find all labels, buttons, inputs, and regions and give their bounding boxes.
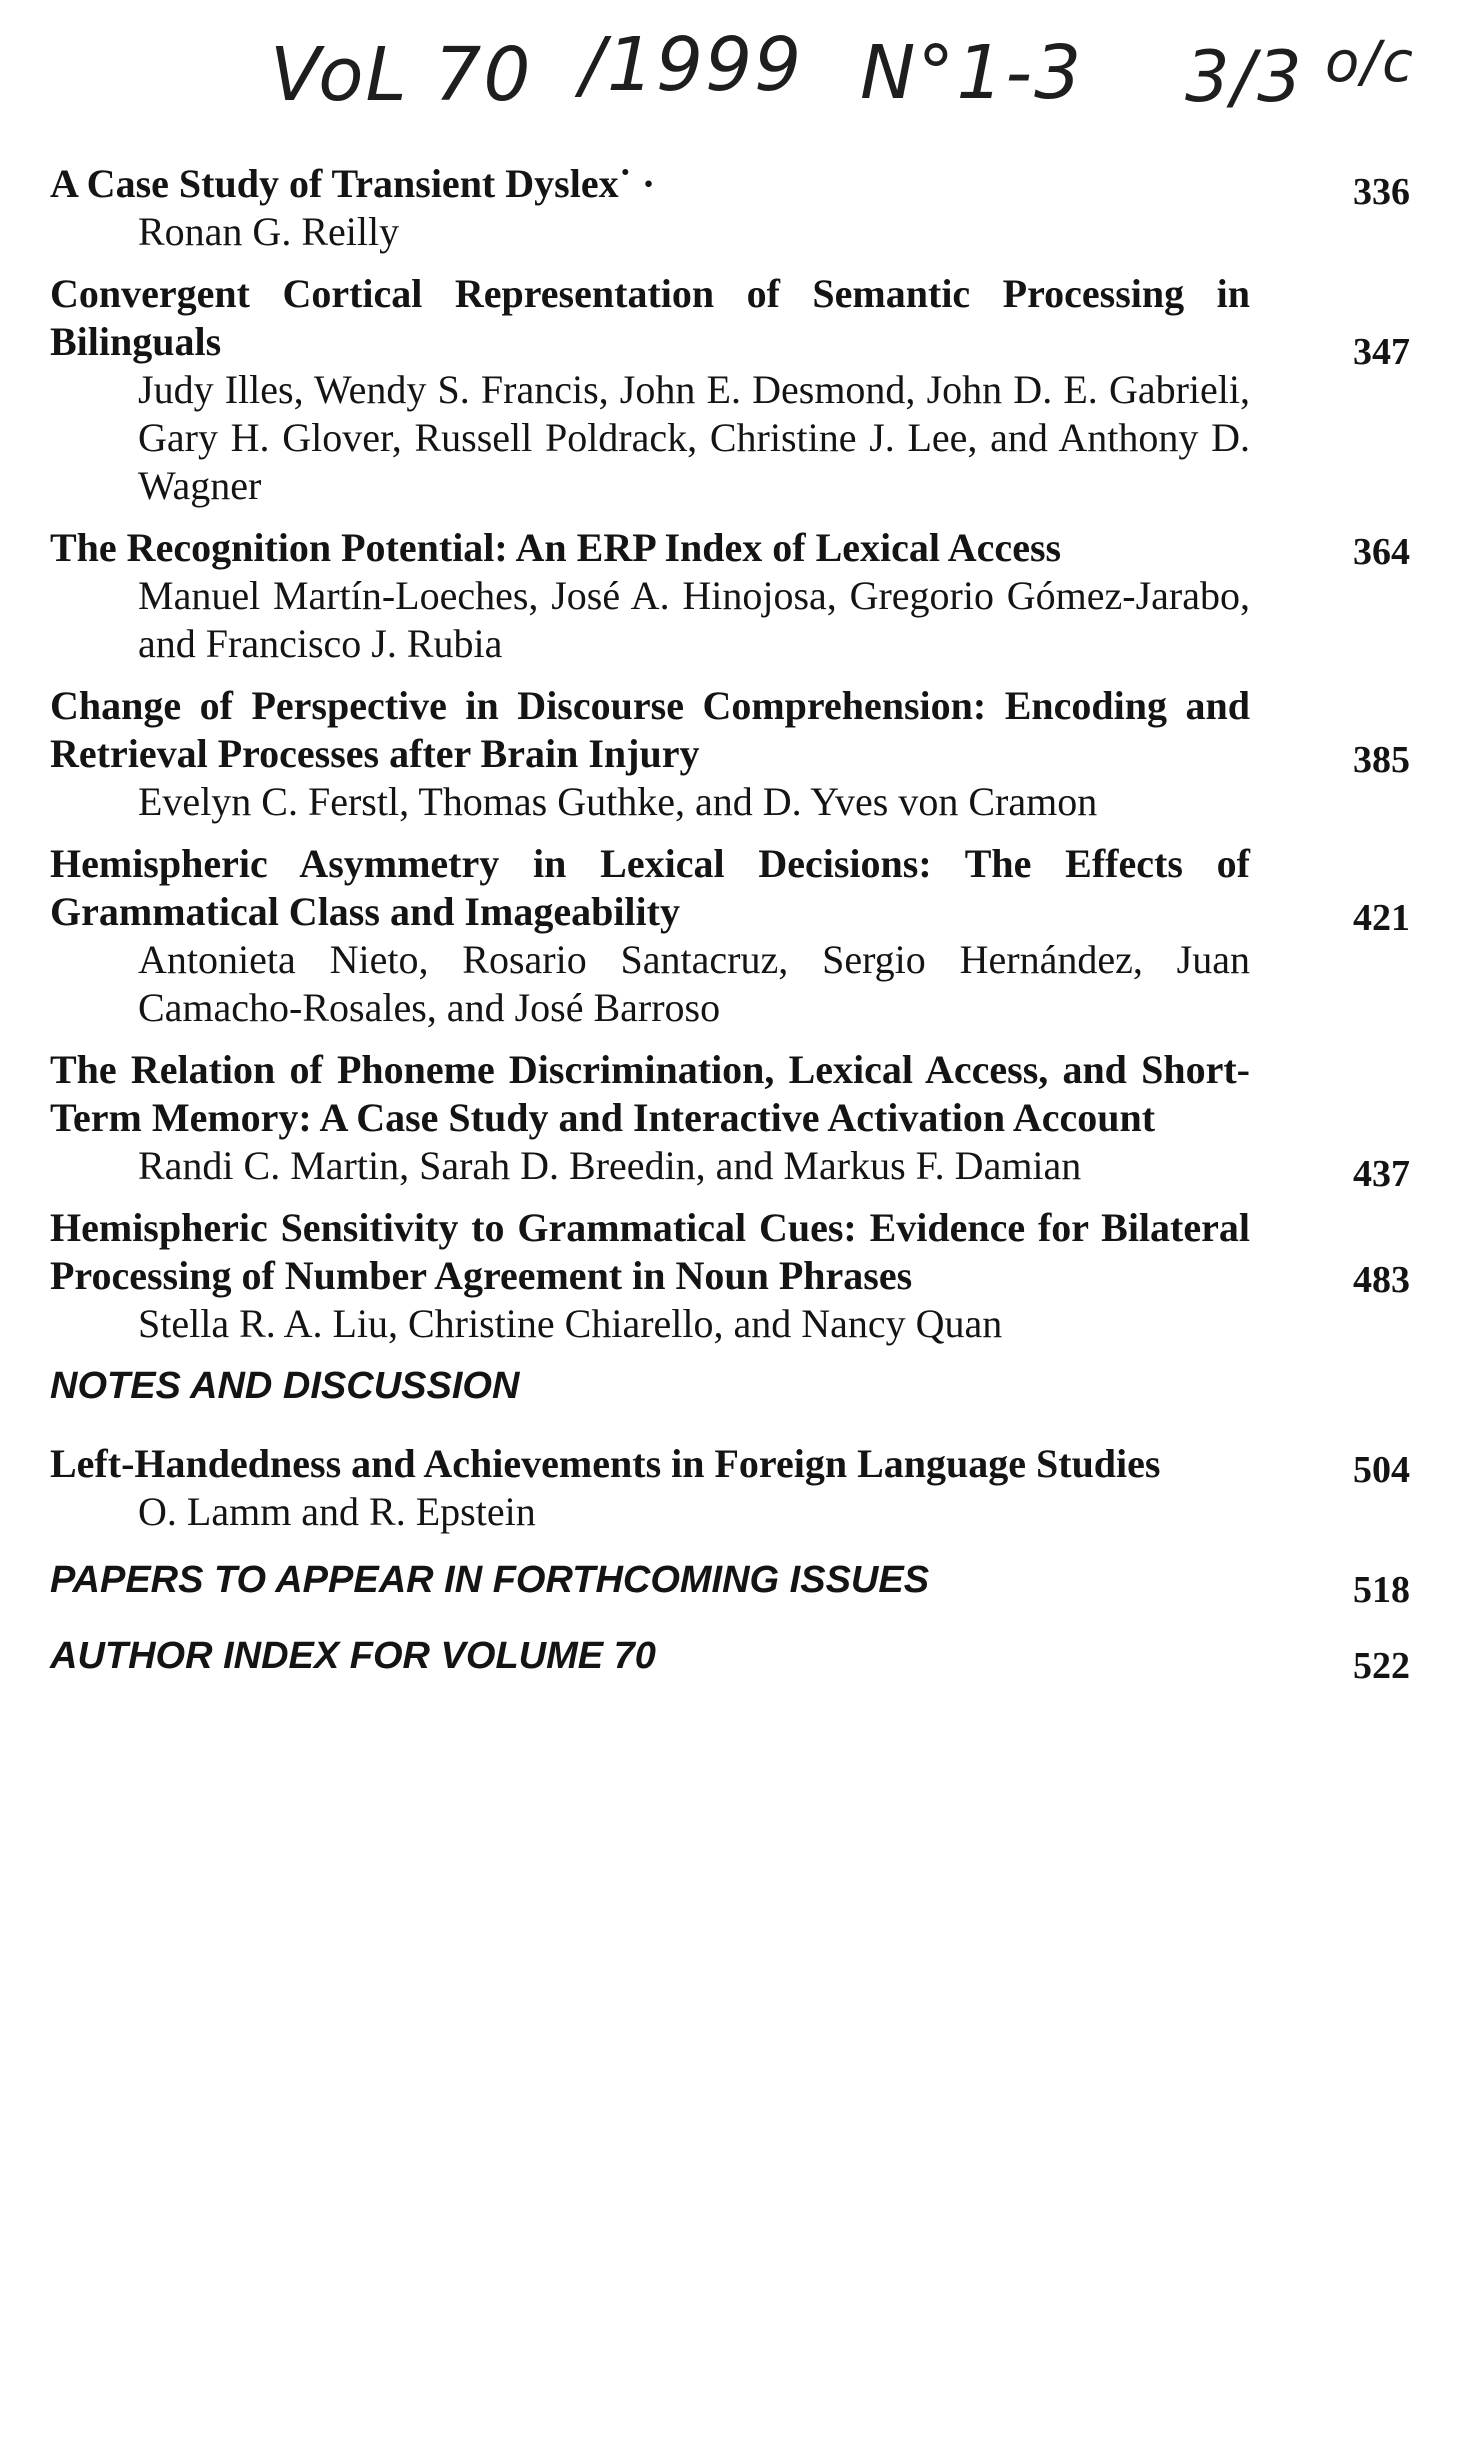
handwritten-ok: o/c <box>1325 30 1415 95</box>
article-authors: Judy Illes, Wendy S. Francis, John E. Desmond, John D. E. Gabrieli, Gary H. Glover, Russell Poldrack, Christine J. Lee, and Anthony D. Wagner <box>138 367 1250 508</box>
page-number: 437 <box>1353 1153 1410 1195</box>
article-title: Hemispheric Asymmetry in Lexical Decisions: The Effects of Grammatical Class and Imageability <box>50 841 1250 934</box>
toc-entry[interactable] <box>50 1440 1410 1536</box>
article-title: The Recognition Potential: An ERP Index of Lexical Access <box>50 525 1062 570</box>
article-title: Hemispheric Sensitivity to Grammatical Cues: Evidence for Bilateral Processing of Number Agreement in Noun Phrases <box>50 1205 1250 1298</box>
article-authors: Manuel Martín-Loeches, José A. Hinojosa, Gregorio Gómez-Jarabo, and Francisco J. Rubia <box>138 573 1250 666</box>
page-number: 518 <box>1353 1569 1410 1611</box>
article-authors: O. Lamm and R. Epstein <box>138 1489 536 1534</box>
toc-entry[interactable] <box>50 682 1410 826</box>
article-title: Change of Perspective in Discourse Comprehension: Encoding and Retrieval Processes after Brain Injury <box>50 683 1250 776</box>
section-heading-author-index[interactable] <box>50 1632 1410 1687</box>
toc-entry[interactable] <box>50 840 1410 1032</box>
toc-entry[interactable] <box>50 270 1410 510</box>
author-index-label: AUTHOR INDEX FOR VOLUME 70 <box>50 1635 656 1677</box>
page-number: 483 <box>1353 1259 1410 1301</box>
article-authors: Ronan G. Reilly <box>138 209 400 254</box>
toc-entry[interactable] <box>50 1204 1410 1348</box>
handwritten-year: /1999 <box>580 22 804 108</box>
article-authors: Evelyn C. Ferstl, Thomas Guthke, and D. Yves von Cramon <box>138 779 1098 824</box>
page-number: 347 <box>1353 331 1410 373</box>
section-heading-notes: NOTES AND DISCUSSION <box>50 1365 520 1407</box>
toc-entry[interactable] <box>50 524 1410 668</box>
page-number: 336 <box>1353 171 1410 213</box>
article-title: Left-Handedness and Achievements in Foreign Language Studies <box>50 1441 1161 1486</box>
handwritten-volume: VoL 70 <box>270 32 533 118</box>
section-heading-papers[interactable] <box>50 1556 1410 1611</box>
papers-label: PAPERS TO APPEAR IN FORTHCOMING ISSUES <box>50 1559 930 1601</box>
handwritten-fraction: 3/3 <box>1185 36 1304 118</box>
article-title: Convergent Cortical Representation of Semantic Processing in Bilinguals <box>50 271 1250 364</box>
page-number: 385 <box>1353 739 1410 781</box>
article-title: The Relation of Phoneme Discrimination, Lexical Access, and Short-Term Memory: A Case Study and Interactive Activation Account <box>50 1047 1250 1140</box>
article-authors: Stella R. A. Liu, Christine Chiarello, and Nancy Quan <box>138 1301 1003 1346</box>
article-title: A Case Study of Transient Dyslex˙ · <box>50 161 656 206</box>
page-number: 364 <box>1353 531 1410 573</box>
toc-entry[interactable] <box>50 1046 1410 1195</box>
page-number: 421 <box>1353 897 1410 939</box>
table-of-contents <box>50 160 1410 1687</box>
toc-entry[interactable] <box>50 160 1410 256</box>
article-authors: Randi C. Martin, Sarah D. Breedin, and Markus F. Damian <box>138 1143 1082 1188</box>
page-number: 504 <box>1353 1449 1410 1491</box>
page-number: 522 <box>1353 1645 1410 1687</box>
handwritten-annotation <box>200 22 1415 152</box>
handwritten-number: N°1-3 <box>860 30 1084 116</box>
article-authors: Antonieta Nieto, Rosario Santacruz, Sergio Hernández, Juan Camacho-Rosales, and José Barroso <box>138 937 1250 1030</box>
